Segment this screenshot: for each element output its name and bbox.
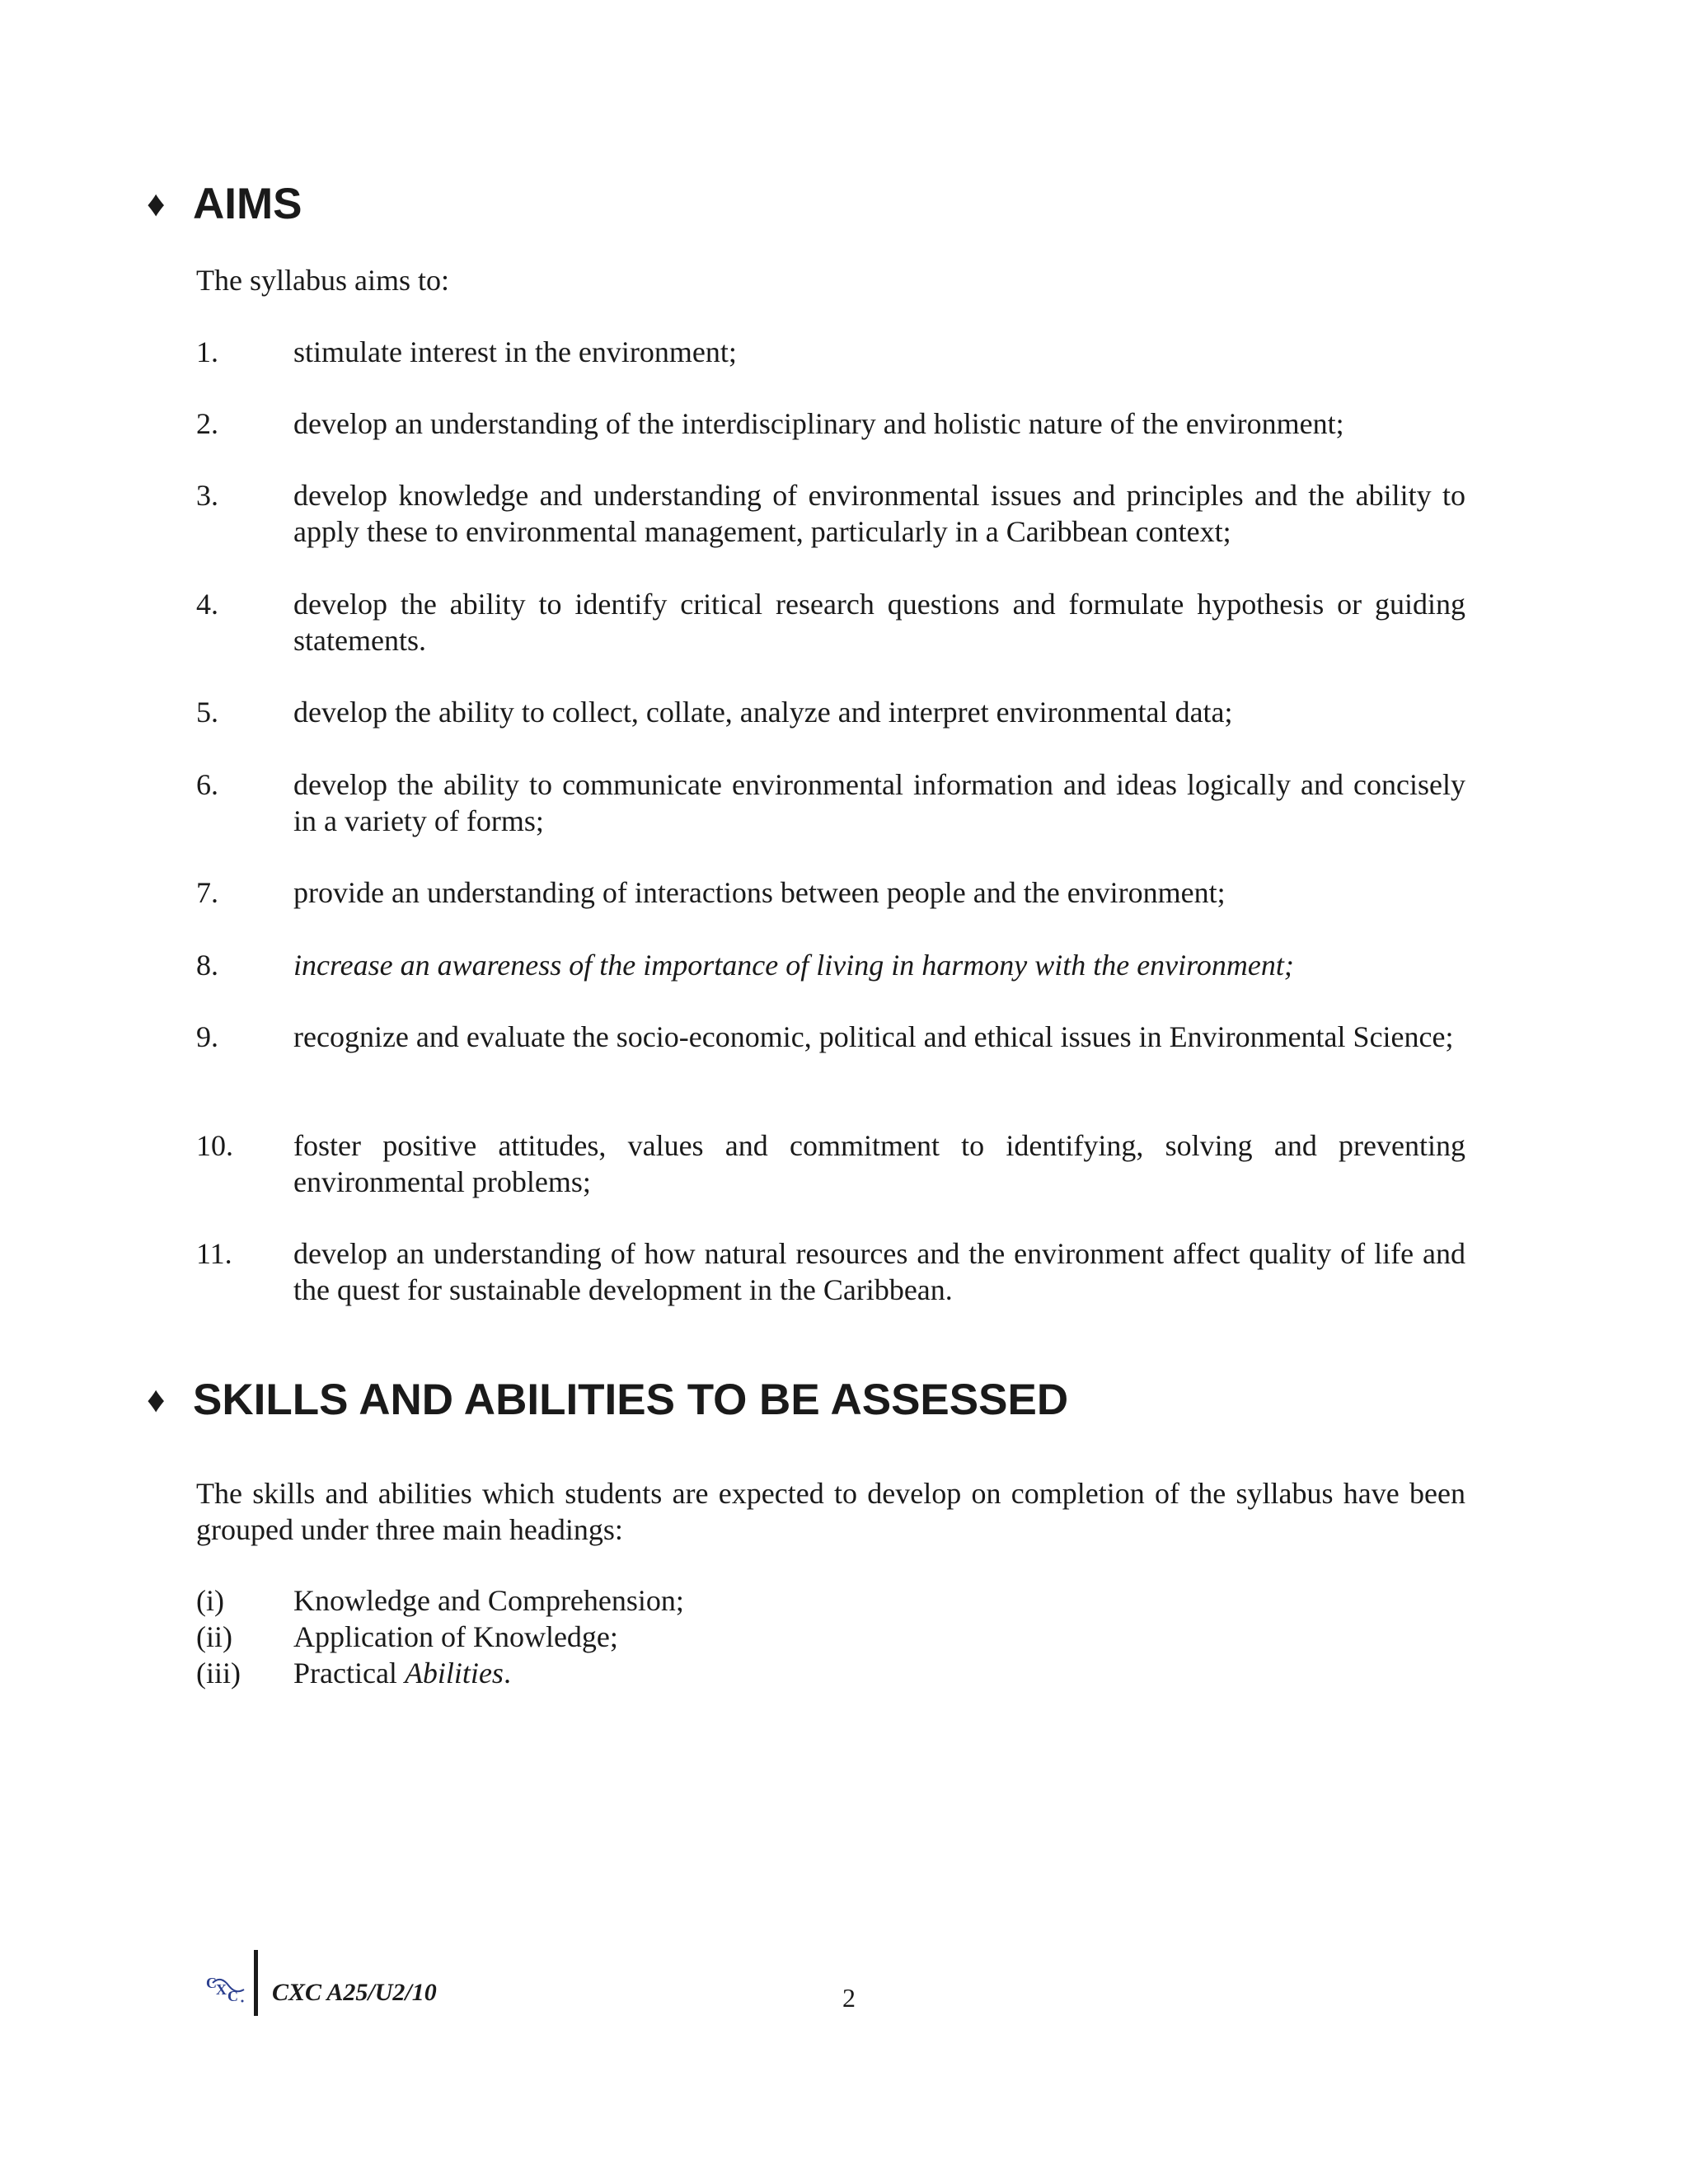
aims-item-3 xyxy=(196,477,1465,550)
skills-heading-text-end: . xyxy=(503,1657,511,1690)
skills-heading-text: Application of Knowledge; xyxy=(293,1620,618,1653)
svg-text:C: C xyxy=(206,1975,217,1991)
list-number: 7. xyxy=(196,876,218,909)
skills-heading-item-2 xyxy=(196,1619,1185,1655)
aims-item-9 xyxy=(196,1019,1465,1055)
list-number: 5. xyxy=(196,696,218,729)
list-number: 9. xyxy=(196,1020,218,1053)
aims-intro: The syllabus aims to: xyxy=(196,264,449,297)
footer-divider xyxy=(254,1950,258,2016)
svg-text:C: C xyxy=(227,1988,238,2004)
list-number: 1. xyxy=(196,335,218,368)
aims-item-1 xyxy=(196,334,1465,370)
list-number: 8. xyxy=(196,949,218,982)
skills-heading-text xyxy=(293,1655,1185,1691)
list-item-text: develop the ability to communicate environmental information and ideas logically and concisely in a variety of forms; xyxy=(293,768,1465,837)
cxc-logo-icon xyxy=(204,1971,251,2004)
list-number: 11. xyxy=(196,1237,232,1270)
svg-text:X: X xyxy=(216,1981,227,1998)
skills-heading-text: Knowledge and Comprehension; xyxy=(293,1584,684,1617)
page-number: 2 xyxy=(842,1983,856,2013)
aims-item-2 xyxy=(196,405,1465,442)
aims-heading-text: AIMS xyxy=(193,180,302,228)
aims-item-6 xyxy=(196,766,1465,839)
skills-heading xyxy=(147,1376,1068,1425)
skills-heading-item-1 xyxy=(196,1582,1185,1619)
aims-item-10 xyxy=(196,1127,1465,1200)
aims-item-4 xyxy=(196,586,1465,658)
list-number: 4. xyxy=(196,588,218,621)
list-item-text: stimulate interest in the environment; xyxy=(293,335,737,368)
aims-item-5 xyxy=(196,694,1465,730)
skills-heading-text: SKILLS AND ABILITIES TO BE ASSESSED xyxy=(193,1376,1069,1424)
list-item-text: develop the ability to identify critical research questions and formulate hypothesis or guiding statements. xyxy=(293,588,1465,657)
roman-numeral: (i) xyxy=(196,1584,224,1617)
skills-intro: The skills and abilities which students are expected to develop on completion of the syllabus have been grouped under three main headings: xyxy=(196,1477,1465,1546)
list-item-text: recognize and evaluate the socio-economic, political and ethical issues in Environmental Science; xyxy=(293,1020,1454,1053)
list-number: 2. xyxy=(196,407,218,440)
roman-numeral: (ii) xyxy=(196,1620,232,1653)
list-item-text: provide an understanding of interactions between people and the environment; xyxy=(293,876,1226,909)
document-code: CXC A25/U2/10 xyxy=(272,1979,437,2006)
list-number: 3. xyxy=(196,479,218,512)
aims-item-8 xyxy=(196,947,1465,983)
list-item-text: develop an understanding of the interdisciplinary and holistic nature of the environment; xyxy=(293,407,1344,440)
skills-heading-text-italic: Abilities xyxy=(404,1657,504,1690)
skills-heading-text-plain: Practical xyxy=(293,1657,405,1690)
list-item-text: develop the ability to collect, collate, analyze and interpret environmental data; xyxy=(293,696,1233,729)
list-item-text: increase an awareness of the importance of living in harmony with the environment; xyxy=(293,949,1294,982)
aims-heading xyxy=(147,180,302,229)
diamond-bullet-icon: ♦ xyxy=(147,1380,166,1420)
list-item-text: develop knowledge and understanding of environmental issues and principles and the ability to apply these to environmental management, particularly in a Caribbean context; xyxy=(293,479,1465,548)
roman-numeral: (iii) xyxy=(196,1657,241,1690)
aims-item-7 xyxy=(196,874,1465,911)
aims-item-11 xyxy=(196,1235,1465,1308)
list-item-text: foster positive attitudes, values and commitment to identifying, solving and preventing environmental problems; xyxy=(293,1129,1465,1198)
list-item-text: develop an understanding of how natural resources and the environment affect quality of life and the quest for sustainable development in the Caribbean. xyxy=(293,1237,1465,1306)
list-number: 6. xyxy=(196,768,218,801)
skills-heading-item-3 xyxy=(196,1655,1185,1691)
list-number: 10. xyxy=(196,1129,233,1162)
diamond-bullet-icon: ♦ xyxy=(147,184,166,224)
